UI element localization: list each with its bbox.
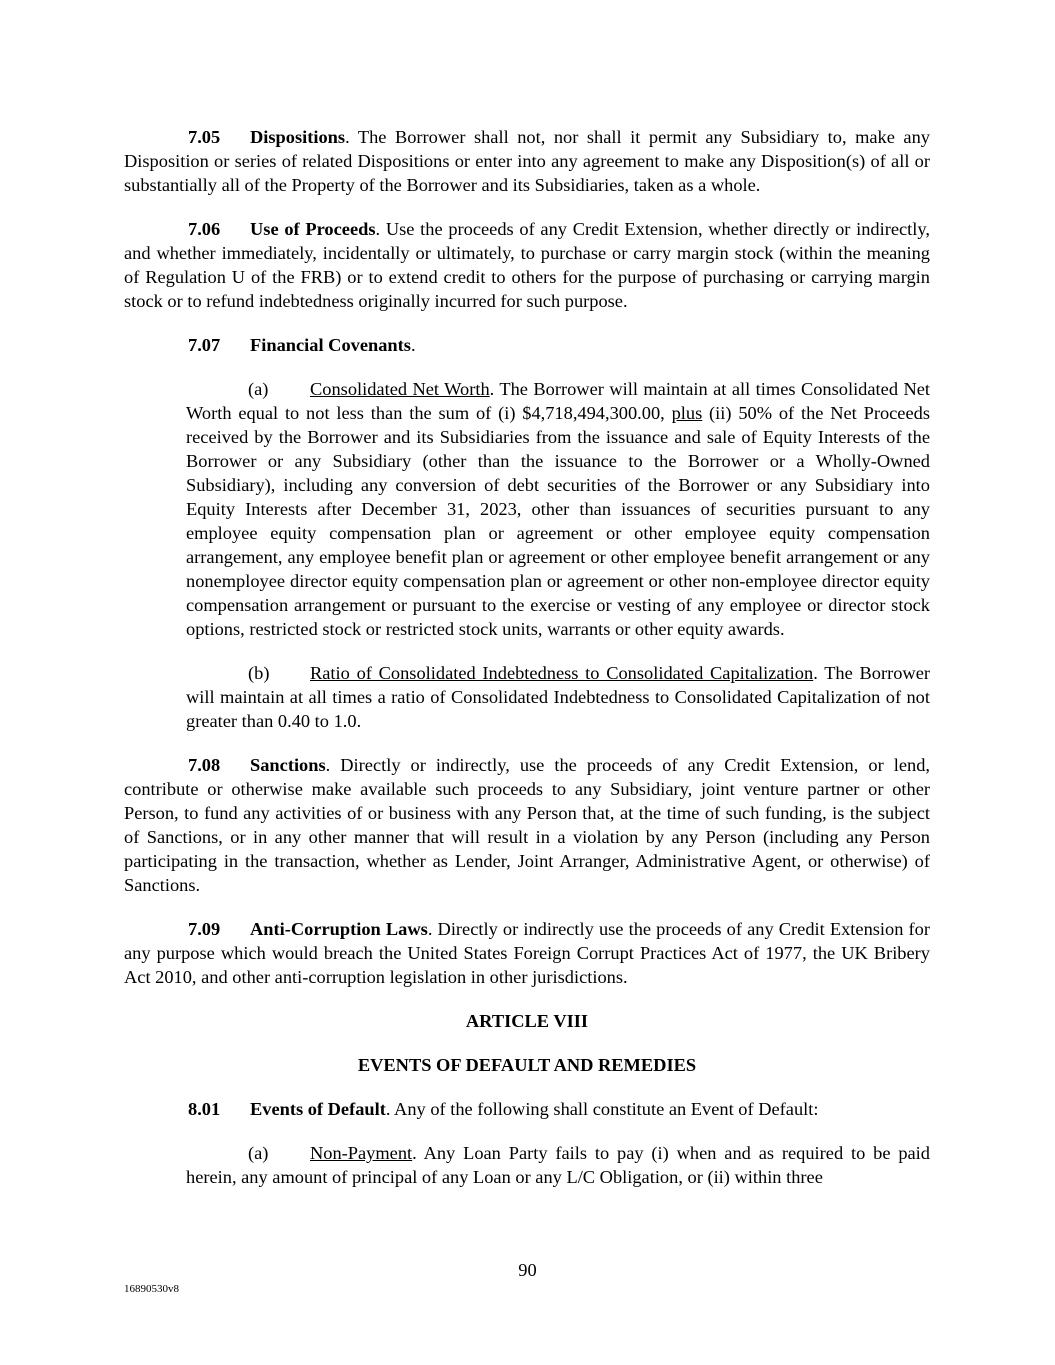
subsection-label: (b) [248,663,270,683]
section-number: 7.07 [188,335,221,355]
section-body: . The Borrower shall not, nor shall it permit any Subsidiary to, make any Disposition or series of related Dispositions or enter into any agreement to make any Disposition(s) of all or substantially all of the Property of the Borrower and its Subsidiaries, taken as a whole. [124,127,930,195]
section-7-06 [124,217,930,313]
section-8-01 [124,1097,930,1121]
section-7-05 [124,125,930,197]
section-7-08 [124,753,930,897]
article-title: EVENTS OF DEFAULT AND REMEDIES [357,1055,697,1075]
section-body: . Directly or indirectly use the proceeds of any Credit Extension for any purpose which would breach the United States Foreign Corrupt Practices Act of 1977, the UK Bribery Act 2010, and other anti-corruption legislation in other jurisdictions. [124,919,930,987]
subsection-7-07-b [186,661,930,733]
section-number: 7.08 [188,755,221,775]
subsection-body: . Any Loan Party fails to pay (i) when and as required to be paid herein, any amount of principal of any Loan or any L/C Obligation, or (ii) within three [186,1143,930,1187]
section-body: . Use the proceeds of any Credit Extension, whether directly or indirectly, and whether immediately, incidentally or ultimately, to purchase or carry margin stock (within the meaning of Regulation U of the FRB) or to extend credit to others for the purpose of purchasing or carrying margin stock or to refund indebtedness originally incurred for such purpose. [124,219,931,311]
page-number: 90 [518,1260,537,1280]
document-body [124,125,930,1209]
section-body: . Any of the following shall constitute an Event of Default: [385,1099,819,1119]
subsection-title: Consolidated Net Worth [310,379,490,399]
subsection-title: Non-Payment [310,1143,413,1163]
section-title: Events of Default [250,1099,386,1119]
document-id: 16890530v8 [124,1283,179,1295]
section-title: Use of Proceeds [250,219,376,239]
section-number: 7.09 [188,919,221,939]
section-title-period: . [410,335,416,355]
section-7-09 [124,917,930,989]
section-title: Financial Covenants [250,335,411,355]
subsection-title: Ratio of Consolidated Indebtedness to Consolidated Capitalization [310,663,814,683]
plus-term: plus [671,403,703,423]
section-body: . Directly or indirectly, use the proceeds of any Credit Extension, or lend, contribute or otherwise make available such proceeds to any Subsidiary, joint venture partner or other Person, to fund any activities of or business with any Person that, at the time of such funding, is the subject of Sanctions, or in any other manner that will result in a violation by any Person (including any Person participating in the transaction, whether as Lender, Joint Arranger, Administrative Agent, or otherwise) of Sanctions. [124,755,930,895]
section-number: 7.06 [188,219,221,239]
subsection-body-part2: (ii) 50% of the Net Proceeds received by the Borrower and its Subsidiaries from the issuance and sale of Equity Interests of the Borrower or any Subsidiary (other than the issuance to the Borrower or a Wholly-Owned Subsidiary), including any conversion of debt securities of the Borrower or any Subsidiary into Equity Interests after December 31, 2023, other than issuances of securities pursuant to any employee equity compensation plan or agreement or other employee equity compensation arrangement, any employee benefit plan or agreement or other employee benefit arrangement or any nonemployee director equity compensation plan or agreement or other non-employee director equity compensation arrangement or pursuant to the exercise or vesting of any employee or director stock options, restricted stock or restricted stock units, warrants or other equity awards. [186,403,930,639]
section-title: Anti-Corruption Laws [250,919,428,939]
subsection-body: . The Borrower will maintain at all times a ratio of Consolidated Indebtedness to Consolidated Capitalization of not greater than 0.40 to 1.0. [186,663,930,731]
subsection-8-01-a [186,1141,930,1189]
article-number: ARTICLE VIII [465,1011,589,1031]
section-title: Dispositions [250,127,346,147]
section-number: 8.01 [188,1099,221,1119]
section-title: Sanctions [250,755,326,775]
subsection-label: (a) [248,379,269,399]
section-number: 7.05 [188,127,221,147]
subsection-body-part1: . The Borrower will maintain at all times Consolidated Net Worth equal to not less than the sum of (i) $4,718,494,300.00, [186,379,930,423]
section-7-07 [124,333,930,357]
subsection-label: (a) [248,1143,269,1163]
subsection-7-07-a [186,377,930,641]
